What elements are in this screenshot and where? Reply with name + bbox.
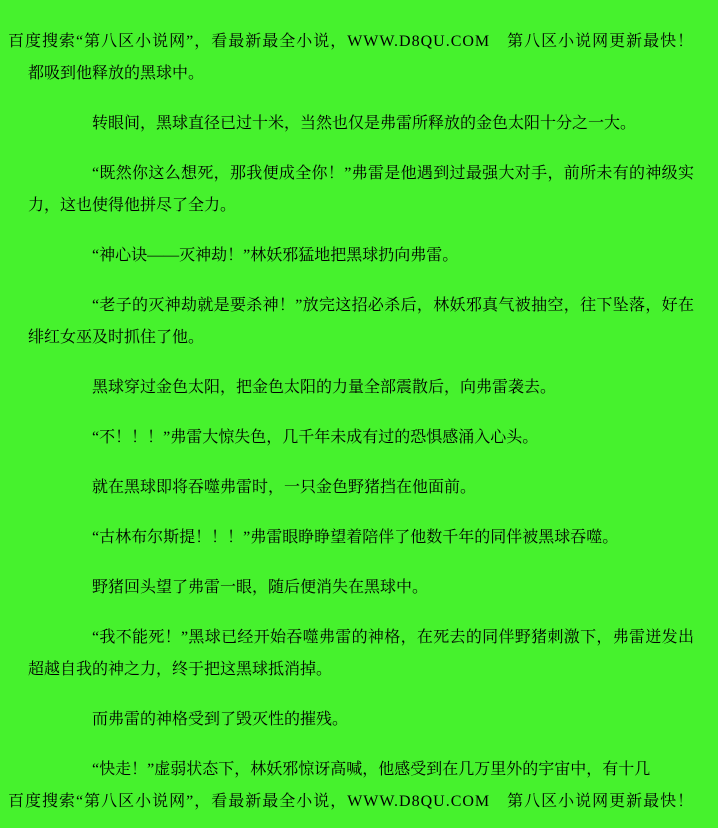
paragraph: “神心诀——灭神劫！”林妖邪猛地把黑球扔向弗雷。	[92, 247, 459, 264]
paragraph: 就在黑球即将吞噬弗雷时，一只金色野猪挡在他面前。	[92, 479, 477, 496]
paragraph: “我不能死！”黑球已经开始吞噬弗雷的神格，在死去的同伴野猪刺激下，弗雷迸发出超越自我的神之力，终于把这黑球抵消掉。	[28, 629, 694, 678]
paragraph: “老子的灭神劫就是要杀神！”放完这招必杀后，林妖邪真气被抽空，往下坠落，好在绯红女巫及时抓住了他。	[28, 297, 694, 346]
paragraph: 都吸到他释放的黑球中。	[28, 65, 205, 82]
header-ad-text: 百度搜索“第八区小说网”，看最新最全小说，WWW.D8QU.COM 第八区小说网更新最快！	[8, 33, 695, 50]
paragraph: 转眼间，黑球直径已过十米，当然也仅是弗雷所释放的金色太阳十分之一大。	[92, 115, 637, 132]
novel-text	[8, 58, 710, 786]
footer-ad-text: 百度搜索“第八区小说网”，看最新最全小说，WWW.D8QU.COM 第八区小说网更新最快！	[8, 793, 695, 810]
paragraph: 而弗雷的神格受到了毁灭性的摧残。	[92, 711, 349, 728]
paragraph: “古林布尔斯提！！！”弗雷眼睁睁望着陪伴了他数千年的同伴被黑球吞噬。	[92, 529, 619, 546]
paragraph: 野猪回头望了弗雷一眼，随后便消失在黑球中。	[92, 579, 429, 596]
paragraph: 黑球穿过金色太阳，把金色太阳的力量全部震散后，向弗雷袭去。	[92, 379, 557, 396]
paragraph: “快走！”虚弱状态下，林妖邪惊讶高喊，他感受到在几万里外的宇宙中，有十几	[92, 761, 651, 778]
paragraph: “不！！！”弗雷大惊失色，几千年未成有过的恐惧感涌入心头。	[92, 429, 539, 446]
paragraph: “既然你这么想死，那我便成全你！”弗雷是他遇到过最强大对手，前所未有的神级实力，这也使得他拼尽了全力。	[28, 165, 694, 214]
